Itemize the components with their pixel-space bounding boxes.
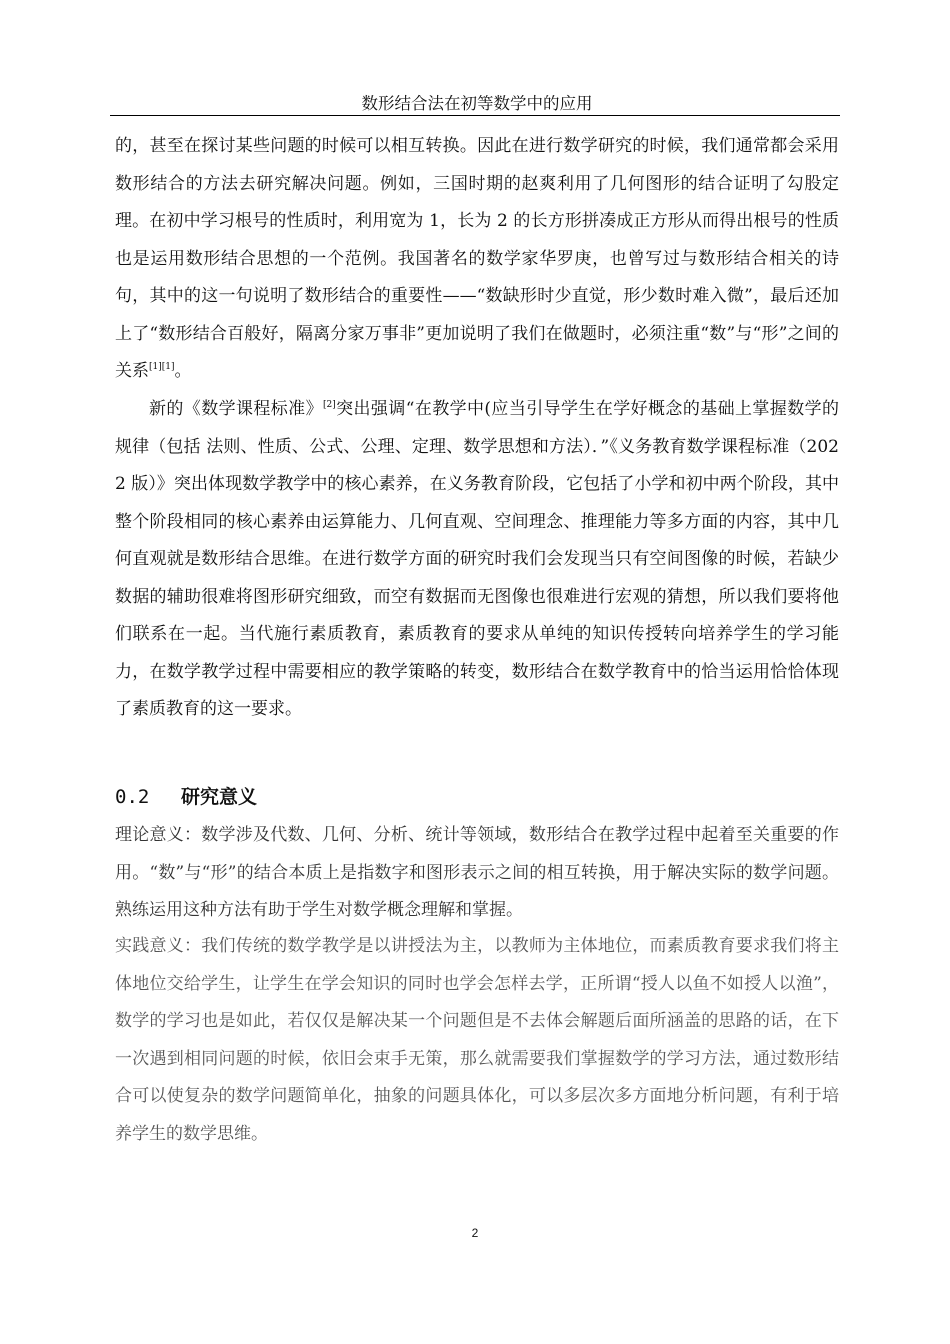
paragraph-end: 。 <box>174 361 192 381</box>
body-paragraph-practice <box>115 928 839 1153</box>
paragraph-text: 理论意义：数学涉及代数、几何、分析、统计等领域，数形结合在教学过程中起着至关重要的作用。“数”与“形”的结合本质上是指数字和图形表示之间的相互转换，用于解决实际的数学问题。熟练运用这种方法有助于学生对数学概念理解和掌握。 <box>115 825 839 920</box>
paragraph-text: 新的《数学课程标准》 <box>149 399 323 419</box>
citation-marker: [2] <box>322 400 336 410</box>
citation-marker: [1][1] <box>149 362 175 372</box>
section-number: 0.2 <box>115 786 150 808</box>
body-paragraph-theory <box>115 817 839 930</box>
header-rule <box>110 115 840 116</box>
section-heading <box>115 780 257 814</box>
running-header: 数形结合法在初等数学中的应用 <box>361 94 593 113</box>
page-number: 2 <box>471 1226 479 1240</box>
paragraph-text: 实践意义：我们传统的数学教学是以讲授法为主，以教师为主体地位，而素质教育要求我们将主体地位交给学生，让学生在学会知识的同时也学会怎样去学，正所谓“授人以鱼不如授人以渔”，数学的学习也是如此，若仅仅是解决某一个问题但是不去体会解题后面所涵盖的思路的话，在下一次遇到相同问题的时候，依旧会束手无策，那么就需要我们掌握数学的学习方法，通过数形结合可以使复杂的数学问题简单化，抽象的问题具体化，可以多层次多方面地分析问题，有利于培养学生的数学思维。 <box>115 936 839 1144</box>
paragraph-text-cont: 突出强调“在教学中(应当引导学生在学好概念的基础上掌握数学的规律（包括 法则、性质、公式、公理、定理、数学思想和方法）．”《义务教育数学课程标准（2022 版）》突出体现数学教学中的核心素养，在义务教育阶段，它包括了小学和初中两个阶段，其中整个阶段相同的核心素养由运算能力、几何直观、空间理念、推理能力等多方面的内容，其中几何直观就是数形结合思维。在进行数学方面的研究时我们会发现当只有空间图像的时候，若缺少数据的辅助很难将图形研究细致，而空有数据而无图像也很难进行宏观的猜想，所以我们要将他们联系在一起。当代施行素质教育，素质教育的要求从单纯的知识传授转向培养学生的学习能力，在数学教学过程中需要相应的教学策略的转变，数形结合在数学教育中的恰当运用恰恰体现了素质教育的这一要求。 <box>115 399 839 719</box>
section-title: 研究意义 <box>181 786 258 808</box>
paragraph-text: 的，甚至在探讨某些问题的时候可以相互转换。因此在进行数学研究的时候，我们通常都会采用数形结合的方法去研究解决问题。例如，三国时期的赵爽利用了几何图形的结合证明了勾股定理。在初中学习根号的性质时，利用宽为 1，长为 2 的长方形拼凑成正方形从而得出根号的性质也是运用数形结合思想的一个范例。我国著名的数学家华罗庚，也曾写过与数形结合相关的诗句，其中的这一句说明了数形结合的重要性——“数缺形时少直觉，形少数时难入微”，最后还加上了“数形结合百般好，隔离分家万事非”更加说明了我们在做题时，必须注重“数”与“形”之间的关系 <box>115 136 839 381</box>
body-paragraph-2 <box>115 391 839 729</box>
body-paragraph-1 <box>115 128 839 391</box>
